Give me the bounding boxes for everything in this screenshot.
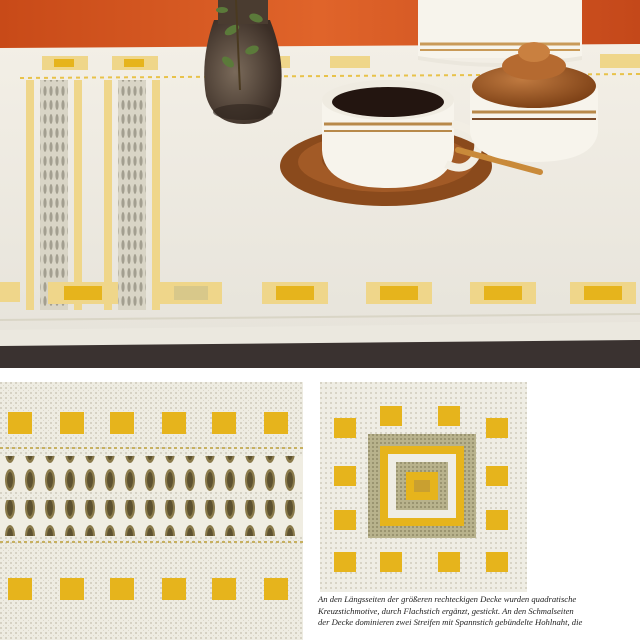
square-cross-stitch-motif: [368, 434, 476, 538]
closeup-hemstitch: [0, 382, 303, 640]
caption-line-1: An den Längsseiten der größeren rechteckigen Decke wurden quadratische: [318, 594, 577, 604]
caption-line-3: der Decke dominieren zwei Streifen mit Spannstich gebündelte Hohlnaht, die: [318, 617, 583, 628]
hemstitch-band: [0, 456, 303, 492]
caption: [318, 594, 640, 629]
closeup-cross-stitch-motif: [320, 382, 527, 592]
caption-line-2: Kreuzstichmotive, durch Flachstich ergänzt, gestickt. An den Schmalseiten: [318, 605, 574, 616]
